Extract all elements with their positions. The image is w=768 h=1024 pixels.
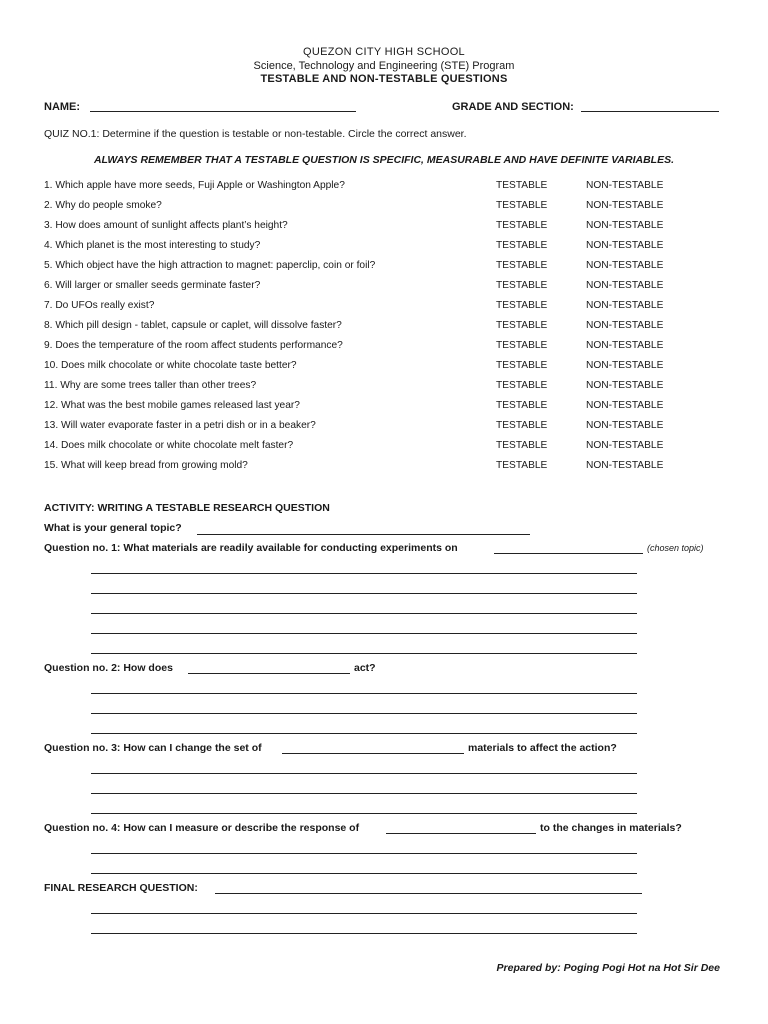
non-testable-option[interactable]: NON-TESTABLE <box>586 400 664 411</box>
answer-line[interactable] <box>91 853 637 854</box>
quiz-question-text: 10. Does milk chocolate or white chocolate taste better? <box>44 360 297 371</box>
non-testable-option[interactable]: NON-TESTABLE <box>586 340 664 351</box>
answer-line[interactable] <box>91 573 637 574</box>
chosen-topic-blank[interactable] <box>494 553 643 554</box>
name-label: NAME: <box>44 101 81 113</box>
testable-option[interactable]: TESTABLE <box>496 260 548 271</box>
quiz-question-row <box>44 340 744 360</box>
testable-option[interactable]: TESTABLE <box>496 360 548 371</box>
answer-line[interactable] <box>91 933 637 934</box>
non-testable-option[interactable]: NON-TESTABLE <box>586 460 664 471</box>
non-testable-option[interactable]: NON-TESTABLE <box>586 240 664 251</box>
answer-line[interactable] <box>91 613 637 614</box>
non-testable-option[interactable]: NON-TESTABLE <box>586 200 664 211</box>
non-testable-option[interactable]: NON-TESTABLE <box>586 280 664 291</box>
answer-line[interactable] <box>91 693 637 694</box>
quiz-question-row <box>44 300 744 320</box>
question-4-label: Question no. 4: How can I measure or describe the response of <box>44 822 360 834</box>
answer-line[interactable] <box>91 733 637 734</box>
quiz-question-text: 7. Do UFOs really exist? <box>44 300 155 311</box>
testable-option[interactable]: TESTABLE <box>496 440 548 451</box>
quiz-question-text: 5. Which object have the high attraction to magnet: paperclip, coin or foil? <box>44 260 376 271</box>
quiz-question-text: 14. Does milk chocolate or white chocolate melt faster? <box>44 440 294 451</box>
quiz-question-text: 12. What was the best mobile games released last year? <box>44 400 300 411</box>
testable-option[interactable]: TESTABLE <box>496 320 548 331</box>
quiz-question-row <box>44 180 744 200</box>
school-name: QUEZON CITY HIGH SCHOOL <box>303 46 465 58</box>
quiz-question-row <box>44 220 744 240</box>
non-testable-option[interactable]: NON-TESTABLE <box>586 320 664 331</box>
answer-line[interactable] <box>91 793 637 794</box>
question-3-blank[interactable] <box>282 753 464 754</box>
testable-option[interactable]: TESTABLE <box>496 340 548 351</box>
quiz-question-row <box>44 420 744 440</box>
question-3-suffix: materials to affect the action? <box>468 742 617 754</box>
quiz-question-row <box>44 380 744 400</box>
testable-option[interactable]: TESTABLE <box>496 420 548 431</box>
answer-line[interactable] <box>91 813 637 814</box>
worksheet-title: TESTABLE AND NON-TESTABLE QUESTIONS <box>260 73 508 85</box>
answer-line[interactable] <box>91 593 637 594</box>
answer-line[interactable] <box>91 773 637 774</box>
answer-line[interactable] <box>91 653 637 654</box>
non-testable-option[interactable]: NON-TESTABLE <box>586 220 664 231</box>
answer-line[interactable] <box>91 913 637 914</box>
question-2-suffix: act? <box>354 662 376 674</box>
quiz-question-text: 13. Will water evaporate faster in a petri dish or in a beaker? <box>44 420 316 431</box>
final-question-label: FINAL RESEARCH QUESTION: <box>44 882 198 894</box>
non-testable-option[interactable]: NON-TESTABLE <box>586 380 664 391</box>
question-2-label: Question no. 2: How does <box>44 662 173 674</box>
quiz-question-row <box>44 440 744 460</box>
program-name: Science, Technology and Engineering (STE) Program <box>253 60 515 72</box>
testable-option[interactable]: TESTABLE <box>496 380 548 391</box>
quiz-question-row <box>44 240 744 260</box>
quiz-question-row <box>44 320 744 340</box>
question-2-blank[interactable] <box>188 673 350 674</box>
final-question-blank[interactable] <box>215 893 642 894</box>
quiz-question-row <box>44 200 744 220</box>
testable-option[interactable]: TESTABLE <box>496 400 548 411</box>
non-testable-option[interactable]: NON-TESTABLE <box>586 180 664 191</box>
question-1-label: Question no. 1: What materials are readily available for conducting experiments on <box>44 542 458 554</box>
non-testable-option[interactable]: NON-TESTABLE <box>586 300 664 311</box>
quiz-question-text: 1. Which apple have more seeds, Fuji Apple or Washington Apple? <box>44 180 345 191</box>
non-testable-option[interactable]: NON-TESTABLE <box>586 360 664 371</box>
quiz-question-text: 3. How does amount of sunlight affects plant’s height? <box>44 220 288 231</box>
answer-line[interactable] <box>91 633 637 634</box>
quiz-question-text: 8. Which pill design - tablet, capsule or caplet, will dissolve faster? <box>44 320 342 331</box>
general-topic-blank[interactable] <box>197 534 530 535</box>
quiz-question-text: 15. What will keep bread from growing mold? <box>44 460 248 471</box>
testable-option[interactable]: TESTABLE <box>496 200 548 211</box>
quiz-question-row <box>44 360 744 380</box>
activity-title: ACTIVITY: WRITING A TESTABLE RESEARCH QUESTION <box>44 502 330 514</box>
quiz-question-text: 11. Why are some trees taller than other trees? <box>44 380 257 391</box>
grade-section-blank[interactable] <box>581 111 719 112</box>
question-4-suffix: to the changes in materials? <box>540 822 682 834</box>
quiz-question-list <box>44 180 744 480</box>
quiz-question-row <box>44 280 744 300</box>
quiz-question-row <box>44 460 744 480</box>
non-testable-option[interactable]: NON-TESTABLE <box>586 420 664 431</box>
quiz-question-text: 2. Why do people smoke? <box>44 200 162 211</box>
testable-option[interactable]: TESTABLE <box>496 280 548 291</box>
quiz-question-row <box>44 260 744 280</box>
answer-line[interactable] <box>91 713 637 714</box>
testable-option[interactable]: TESTABLE <box>496 300 548 311</box>
quiz-question-row <box>44 400 744 420</box>
non-testable-option[interactable]: NON-TESTABLE <box>586 440 664 451</box>
grade-section-label: GRADE AND SECTION: <box>452 101 574 113</box>
testable-option[interactable]: TESTABLE <box>496 180 548 191</box>
prepared-by: Prepared by: Poging Pogi Hot na Hot Sir Dee <box>496 962 720 974</box>
quiz-question-text: 6. Will larger or smaller seeds germinate faster? <box>44 280 261 291</box>
question-3-label: Question no. 3: How can I change the set of <box>44 742 262 754</box>
quiz-instruction: QUIZ NO.1: Determine if the question is testable or non-testable. Circle the correct answer. <box>44 128 467 140</box>
general-topic-label: What is your general topic? <box>44 522 182 534</box>
chosen-topic-note: (chosen topic) <box>647 543 704 553</box>
non-testable-option[interactable]: NON-TESTABLE <box>586 260 664 271</box>
answer-line[interactable] <box>91 873 637 874</box>
testable-reminder: ALWAYS REMEMBER THAT A TESTABLE QUESTION IS SPECIFIC, MEASURABLE AND HAVE DEFINITE VARIABLES. <box>93 154 675 166</box>
question-4-blank[interactable] <box>386 833 536 834</box>
quiz-question-text: 4. Which planet is the most interesting to study? <box>44 240 261 251</box>
name-blank[interactable] <box>90 111 356 112</box>
quiz-question-text: 9. Does the temperature of the room affect students performance? <box>44 340 343 351</box>
testable-option[interactable]: TESTABLE <box>496 220 548 231</box>
testable-option[interactable]: TESTABLE <box>496 460 548 471</box>
testable-option[interactable]: TESTABLE <box>496 240 548 251</box>
